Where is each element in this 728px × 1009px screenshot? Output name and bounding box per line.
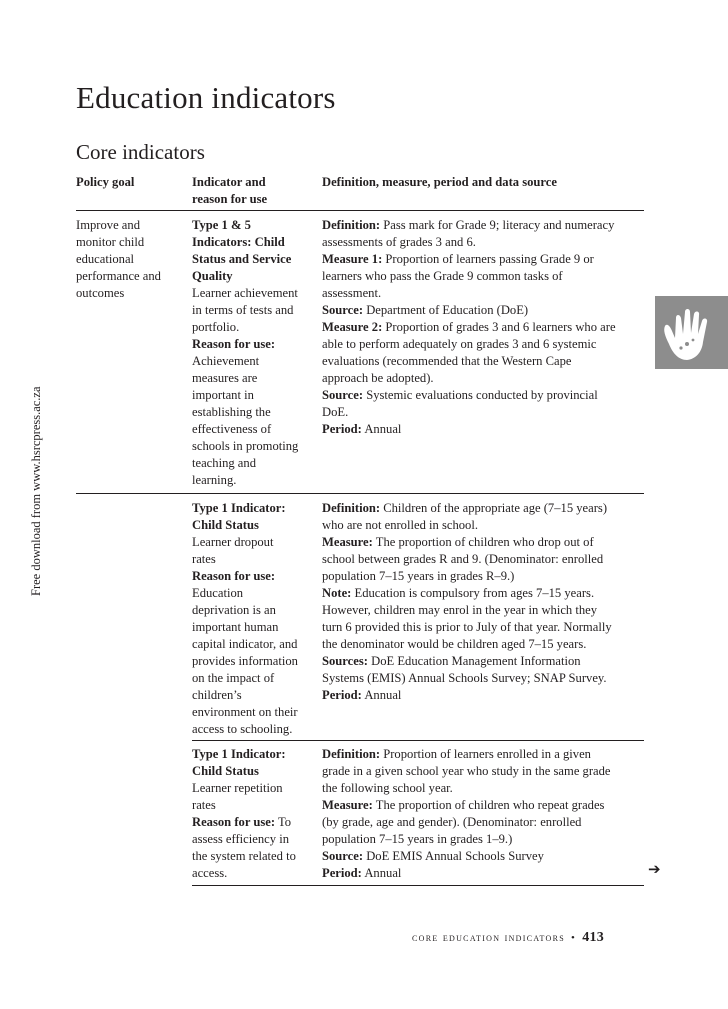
- cell-line: [192, 455, 310, 472]
- text-run: However, children may enrol in the year in which they: [322, 603, 598, 617]
- bold-run: Source:: [322, 388, 364, 402]
- text-run: access.: [192, 866, 228, 880]
- cell-line: [192, 285, 310, 302]
- continue-arrow-icon: ➔: [648, 860, 661, 878]
- cell-line: [192, 670, 310, 687]
- bold-run: Note:: [322, 586, 352, 600]
- cell-line: [192, 251, 310, 268]
- cell-line: [192, 602, 310, 619]
- indicator-cell: [192, 500, 310, 738]
- cell-line: [322, 285, 644, 302]
- text-run: establishing the: [192, 405, 271, 419]
- cell-line: [192, 704, 310, 721]
- cell-line: [322, 653, 644, 670]
- bold-run: Reason for use:: [192, 569, 276, 583]
- side-download-note: Free download from www.hsrcpress.ac.za: [29, 386, 43, 596]
- text-run: The proportion of children who repeat grades: [372, 798, 605, 812]
- cell-line: [322, 602, 644, 619]
- text-run: Proportion of learners passing Grade 9 or: [382, 252, 594, 266]
- text-run: the following school year.: [322, 781, 453, 795]
- cell-line: [322, 636, 644, 653]
- bold-run: Measure 1:: [322, 252, 383, 266]
- bold-run: Child Status: [192, 518, 259, 532]
- bold-run: Indicators: Child: [192, 235, 285, 249]
- table-header: [76, 172, 644, 211]
- text-run: DoE.: [322, 405, 349, 419]
- cell-line: [322, 370, 644, 387]
- cell-line: [192, 234, 310, 251]
- header-indicator: Indicator and reason for use: [192, 175, 268, 206]
- text-run: approach be adopted).: [322, 371, 434, 385]
- cell-line: Improve and: [76, 218, 140, 232]
- cell-line: [192, 438, 310, 455]
- text-run: learning.: [192, 473, 237, 487]
- cell-line: [322, 404, 644, 421]
- text-run: Systems (EMIS) Annual Schools Survey; SNAP Survey.: [322, 671, 607, 685]
- bold-run: Source:: [322, 849, 364, 863]
- cell-line: [322, 585, 644, 602]
- cell-line: [192, 336, 310, 353]
- cell-line: [192, 687, 310, 704]
- text-run: assessments of grades 3 and 6.: [322, 235, 476, 249]
- text-run: To: [275, 815, 292, 829]
- text-run: Achievement: [192, 354, 260, 368]
- text-run: measures are: [192, 371, 258, 385]
- text-run: Annual: [361, 866, 402, 880]
- cell-line: [192, 721, 310, 738]
- cell-line: [192, 797, 310, 814]
- cell-line: [322, 217, 644, 234]
- text-run: turn 6 provided this is prior to July of that year. Normally: [322, 620, 612, 634]
- cell-line: [192, 517, 310, 534]
- cell-line: [322, 568, 644, 585]
- hand-print-icon: [655, 296, 728, 369]
- cell-line: [322, 353, 644, 370]
- cell-line: [322, 319, 644, 336]
- cell-line: [192, 865, 310, 882]
- text-run: assess efficiency in: [192, 832, 289, 846]
- cell-line: [192, 534, 310, 551]
- cell-line: [192, 551, 310, 568]
- text-run: deprivation is an: [192, 603, 276, 617]
- text-run: provides information: [192, 654, 298, 668]
- text-run: population 7–15 years in grades 1–9.): [322, 832, 513, 846]
- cell-line: [192, 831, 310, 848]
- indicator-cell: [192, 746, 310, 882]
- cell-line: [322, 551, 644, 568]
- cell-line: [192, 302, 310, 319]
- text-run: portfolio.: [192, 320, 240, 334]
- cell-line: [192, 636, 310, 653]
- bold-run: Measure:: [322, 798, 373, 812]
- text-run: able to perform adequately on grades 3 and 6 systemic: [322, 337, 597, 351]
- cell-line: [192, 814, 310, 831]
- cell-line: [322, 234, 644, 251]
- bold-run: Period:: [322, 422, 362, 436]
- text-run: assessment.: [322, 286, 382, 300]
- cell-line: [322, 780, 644, 797]
- text-run: learners who pass the Grade 9 common tasks of: [322, 269, 563, 283]
- cell-line: [322, 517, 644, 534]
- cell-line: [322, 865, 644, 882]
- page-footer: [412, 930, 642, 946]
- text-run: Department of Education (DoE): [363, 303, 529, 317]
- bold-run: Child Status: [192, 764, 259, 778]
- cell-line: [322, 687, 644, 704]
- bold-run: Period:: [322, 866, 362, 880]
- text-run: Annual: [361, 422, 402, 436]
- cell-line: [192, 848, 310, 865]
- text-run: who are not enrolled in school.: [322, 518, 478, 532]
- text-run: The proportion of children who drop out of: [372, 535, 594, 549]
- cell-line: [192, 268, 310, 285]
- text-run: important in: [192, 388, 254, 402]
- text-run: rates: [192, 552, 216, 566]
- cell-line: [322, 251, 644, 268]
- cell-line: [322, 387, 644, 404]
- cell-line: [322, 268, 644, 285]
- cell-line: [192, 370, 310, 387]
- header-definition: Definition, measure, period and data source: [322, 175, 557, 189]
- text-run: Education is compulsory from ages 7–15 years.: [351, 586, 595, 600]
- bold-run: Measure:: [322, 535, 373, 549]
- text-run: capital indicator, and: [192, 637, 298, 651]
- bold-run: Period:: [322, 688, 362, 702]
- text-run: evaluations (recommended that the Western Cape: [322, 354, 572, 368]
- cell-line: educational: [76, 252, 135, 266]
- bold-run: Type 1 Indicator:: [192, 747, 286, 761]
- bold-run: Type 1 & 5: [192, 218, 251, 232]
- text-run: schools in promoting: [192, 439, 299, 453]
- text-run: Proportion of grades 3 and 6 learners who are: [382, 320, 616, 334]
- table-row: [76, 211, 644, 494]
- cell-line: [322, 302, 644, 319]
- text-run: rates: [192, 798, 216, 812]
- footer-section-title: core education indicators: [412, 930, 566, 944]
- text-run: environment on their: [192, 705, 298, 719]
- cell-line: [192, 619, 310, 636]
- text-run: grade in a given school year who study in the same grade: [322, 764, 611, 778]
- text-run: population 7–15 years in grades R–9.): [322, 569, 515, 583]
- text-run: Proportion of learners enrolled in a given: [380, 747, 591, 761]
- cell-line: [322, 848, 644, 865]
- text-run: important human: [192, 620, 279, 634]
- text-run: effectiveness of: [192, 422, 272, 436]
- cell-line: [322, 670, 644, 687]
- text-run: teaching and: [192, 456, 256, 470]
- cell-line: [192, 319, 310, 336]
- text-run: DoE Education Management Information: [367, 654, 581, 668]
- table-row: [76, 494, 644, 740]
- text-run: in terms of tests and: [192, 303, 294, 317]
- text-run: Children of the appropriate age (7–15 years): [380, 501, 608, 515]
- bold-run: Source:: [322, 303, 364, 317]
- text-run: children’s: [192, 688, 242, 702]
- cell-line: [192, 585, 310, 602]
- bold-run: Reason for use:: [192, 815, 276, 829]
- bold-run: Sources:: [322, 654, 368, 668]
- cell-line: [192, 746, 310, 763]
- page-number: 413: [582, 930, 605, 945]
- bold-run: Measure 2:: [322, 320, 383, 334]
- cell-line: [322, 746, 644, 763]
- cell-line: [192, 568, 310, 585]
- text-run: DoE EMIS Annual Schools Survey: [363, 849, 544, 863]
- cell-line: [192, 404, 310, 421]
- bold-run: Definition:: [322, 747, 381, 761]
- text-run: access to schooling.: [192, 722, 293, 736]
- bold-run: Definition:: [322, 501, 381, 515]
- text-run: school between grades R and 9. (Denominator: enrolled: [322, 552, 604, 566]
- cell-line: [322, 619, 644, 636]
- cell-line: [192, 217, 310, 234]
- text-run: the denominator would be children aged 7–15 years.: [322, 637, 587, 651]
- cell-line: [322, 500, 644, 517]
- cell-line: [322, 534, 644, 551]
- text-run: Education: [192, 586, 244, 600]
- cell-line: [322, 763, 644, 780]
- page-title: Education indicators: [76, 80, 336, 115]
- definition-cell: [322, 217, 644, 438]
- indicator-cell: [192, 217, 310, 489]
- header-policy-goal: Policy goal: [76, 175, 135, 189]
- footer-separator: •: [571, 932, 577, 944]
- text-run: Learner repetition: [192, 781, 283, 795]
- policy-goal-cell: [76, 217, 186, 302]
- text-run: Learner dropout: [192, 535, 274, 549]
- cell-line: [322, 814, 644, 831]
- text-run: Annual: [361, 688, 402, 702]
- text-run: Learner achievement: [192, 286, 298, 300]
- cell-line: [322, 831, 644, 848]
- indicator-table: [76, 172, 644, 885]
- cell-line: [192, 387, 310, 404]
- definition-cell: [322, 500, 644, 704]
- bold-run: Status and Service: [192, 252, 292, 266]
- cell-line: [322, 797, 644, 814]
- cell-line: monitor child: [76, 235, 145, 249]
- cell-line: [192, 500, 310, 517]
- bold-run: Type 1 Indicator:: [192, 501, 286, 515]
- bold-run: Definition:: [322, 218, 381, 232]
- text-run: on the impact of: [192, 671, 275, 685]
- cell-line: [322, 336, 644, 353]
- cell-line: [192, 780, 310, 797]
- section-subtitle: Core indicators: [76, 140, 205, 164]
- definition-cell: [322, 746, 644, 882]
- cell-line: [192, 763, 310, 780]
- bold-run: Reason for use:: [192, 337, 276, 351]
- text-run: Pass mark for Grade 9; literacy and numeracy: [380, 218, 615, 232]
- table-row: [76, 740, 644, 885]
- bold-run: Quality: [192, 269, 233, 283]
- text-run: Systemic evaluations conducted by provincial: [363, 388, 598, 402]
- cell-line: [192, 472, 310, 489]
- cell-line: [192, 421, 310, 438]
- cell-line: outcomes: [76, 286, 125, 300]
- cell-line: [322, 421, 644, 438]
- cell-line: performance and: [76, 269, 161, 283]
- text-run: the system related to: [192, 849, 296, 863]
- text-run: (by grade, age and gender). (Denominator: enrolled: [322, 815, 582, 829]
- cell-line: [192, 353, 310, 370]
- cell-line: [192, 653, 310, 670]
